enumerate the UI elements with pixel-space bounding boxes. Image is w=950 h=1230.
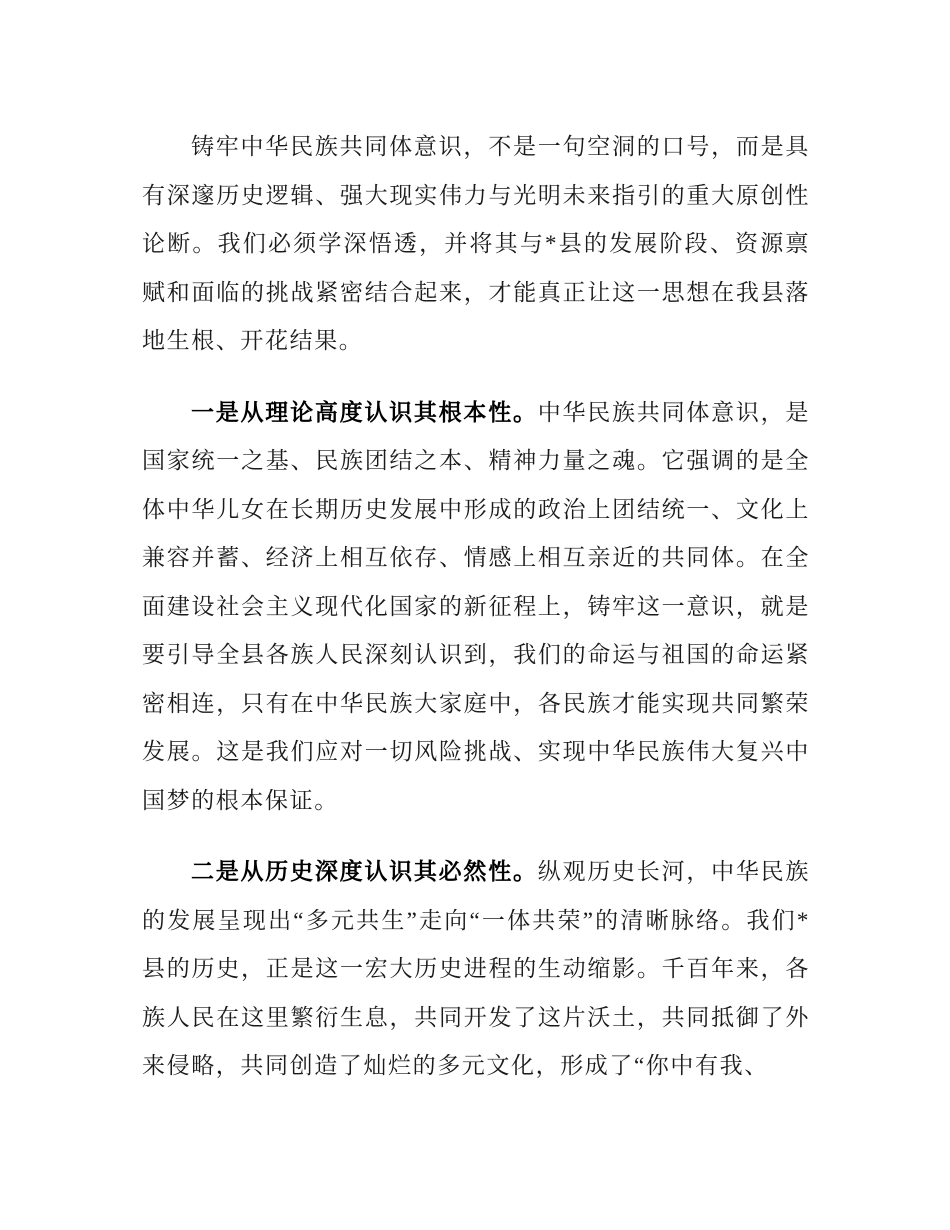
paragraph-point-one-heading: 一是从理论高度认识其根本性。 [191, 398, 538, 425]
paragraph-point-one [142, 388, 810, 826]
paragraph-point-two-heading: 二是从历史深度认识其必然性。 [191, 858, 538, 884]
paragraph-intro [142, 122, 810, 366]
paragraph-point-two-body: 纵观历史长河，中华民族的发展呈现出“多元共生”走向“一体共荣”的清晰脉络。我们*县的历史，正是这一宏大历史进程的生动缩影。千百年来，各族人民在这里繁衍生息，共同开发了这片沃土，共同抵御了外来侵略，共同创造了灿烂的多元文化，形成了“你中有我、 [142, 859, 810, 1078]
document-text-area [142, 122, 810, 1091]
paragraph-point-one-body: 中华民族共同体意识，是国家统一之基、民族团结之本、精神力量之魂。它强调的是全体中华儿女在长期历史发展中形成的政治上团结统一、文化上兼容并蓄、经济上相互依存、情感上相互亲近的共同体。在全面建设社会主义现代化国家的新征程上，铸牢这一意识，就是要引导全县各族人民深刻认识到，我们的命运与祖国的命运紧密相连，只有在中华民族大家庭中，各民族才能实现共同繁荣发展。这是我们应对一切风险挑战、实现中华民族伟大复兴中国梦的根本保证。 [142, 399, 810, 813]
paragraph-point-two [142, 847, 810, 1091]
paragraph-intro-body: 铸牢中华民族共同体意识，不是一句空洞的口号，而是具有深邃历史逻辑、强大现实伟力与光明未来指引的重大原创性论断。我们必须学深悟透，并将其与*县的发展阶段、资源禀赋和面临的挑战紧密结合起来，才能真正让这一思想在我县落地生根、开花结果。 [142, 134, 810, 353]
